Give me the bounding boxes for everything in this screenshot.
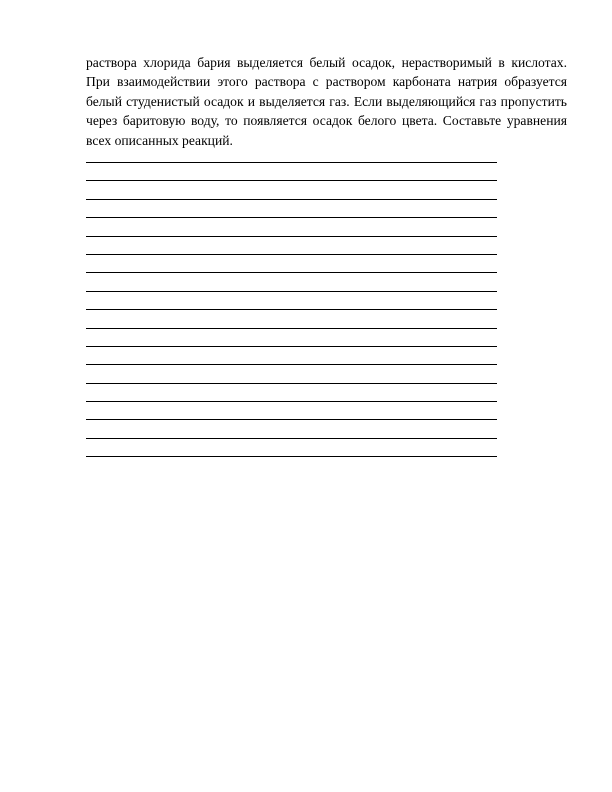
task-text-line: всех описанных реакций. (86, 132, 233, 148)
answer-line (86, 364, 497, 365)
answer-line (86, 456, 497, 457)
task-text-line: белый студенистый осадок и выделяется газ. Если выделяющийся газ пропустить (86, 93, 567, 109)
answer-lines (86, 162, 497, 475)
answer-line (86, 162, 497, 163)
answer-line (86, 309, 497, 310)
answer-line (86, 346, 497, 347)
answer-line (86, 254, 497, 255)
task-text-line: раствора хлорида бария выделяется белый осадок, нерастворимый в кислотах. (86, 55, 567, 70)
answer-line (86, 236, 497, 237)
answer-line (86, 291, 497, 292)
answer-line (86, 401, 497, 402)
task-text-line: через баритовую воду, то появляется осадок белого цвета. Составьте уравнения (86, 113, 567, 129)
answer-line (86, 438, 497, 439)
task-text-line: При взаимодействии этого раствора с раствором карбоната натрия образуется (86, 74, 567, 90)
answer-line (86, 383, 497, 384)
answer-line (86, 217, 497, 218)
answer-line (86, 180, 497, 181)
answer-line (86, 419, 497, 420)
answer-line (86, 328, 497, 329)
task-text (86, 53, 567, 150)
answer-line (86, 199, 497, 200)
answer-line (86, 272, 497, 273)
